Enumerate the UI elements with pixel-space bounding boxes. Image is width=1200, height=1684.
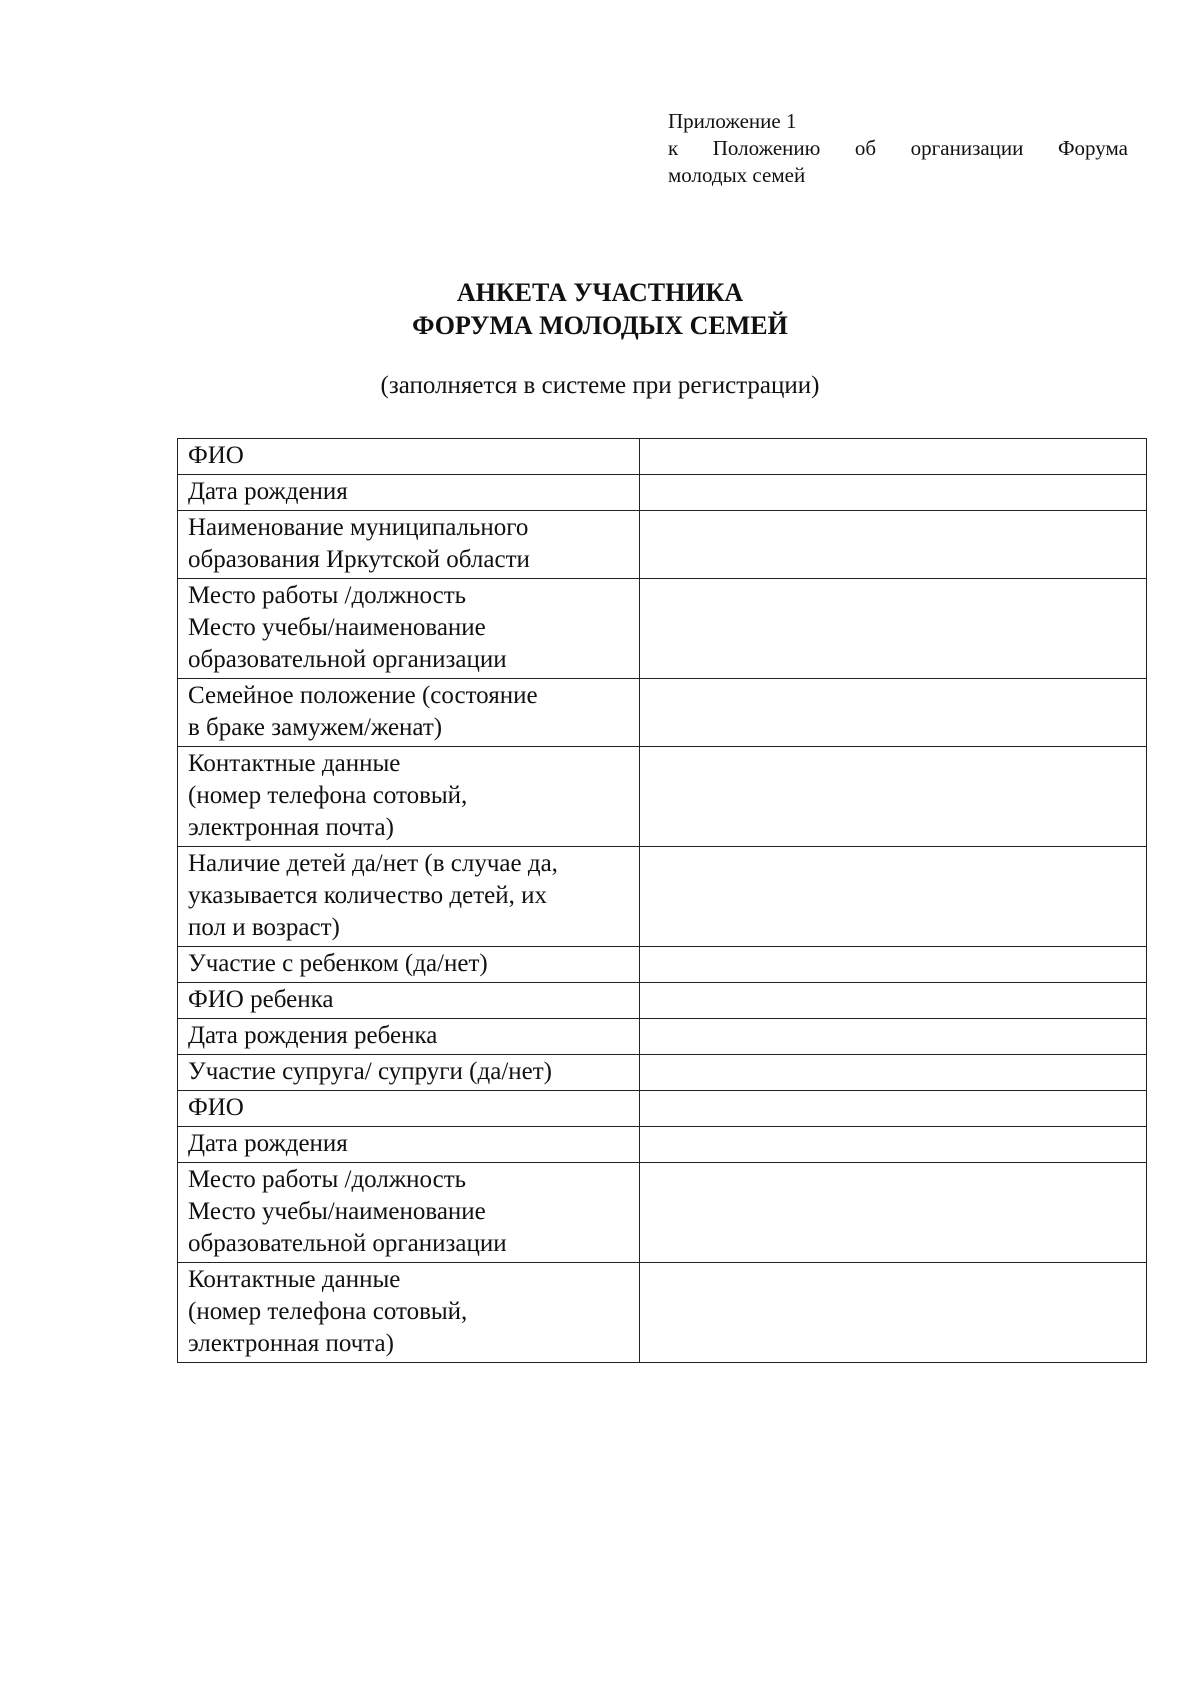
field-label-cell	[178, 579, 640, 679]
field-value-cell[interactable]	[640, 475, 1147, 511]
form-row	[178, 439, 1147, 475]
field-label-line: Семейное положение (состояние	[188, 682, 538, 709]
title-line-2: ФОРУМА МОЛОДЫХ СЕМЕЙ	[412, 311, 788, 340]
form-row	[178, 579, 1147, 679]
appendix-regulation-line	[668, 135, 1128, 162]
appendix-forum-line: молодых семей	[668, 163, 806, 187]
field-label-cell	[178, 847, 640, 947]
form-row	[178, 947, 1147, 983]
field-value-cell[interactable]	[640, 747, 1147, 847]
field-label-line: Место работы /должность	[188, 1166, 467, 1193]
field-label-line: электронная почта)	[188, 1330, 394, 1357]
field-label-cell	[178, 1263, 640, 1363]
field-label-cell	[178, 1019, 640, 1055]
field-value-cell[interactable]	[640, 439, 1147, 475]
field-label-cell	[178, 747, 640, 847]
field-label-cell	[178, 983, 640, 1019]
field-label-line: Контактные данные	[188, 750, 401, 777]
field-label-line: электронная почта)	[188, 814, 394, 841]
field-value-cell[interactable]	[640, 511, 1147, 579]
form-row	[178, 679, 1147, 747]
field-label-cell	[178, 1163, 640, 1263]
form-row	[178, 1019, 1147, 1055]
field-label-line: Наименование муниципального	[188, 514, 529, 541]
appendix-word: Форума	[1057, 136, 1128, 160]
field-value-cell[interactable]	[640, 1263, 1147, 1363]
field-label-line: образования Иркутской области	[188, 546, 530, 573]
field-label-line: (номер телефона сотовый,	[188, 782, 468, 809]
field-label-line: Место учебы/наименование	[188, 1198, 486, 1225]
field-value-cell[interactable]	[640, 1127, 1147, 1163]
field-label-line: образовательной организации	[188, 1230, 507, 1257]
participant-form-table	[177, 438, 1147, 1363]
field-label-line: (номер телефона сотовый,	[188, 1298, 468, 1325]
field-label-line: ФИО	[188, 442, 244, 469]
form-row	[178, 1055, 1147, 1091]
appendix-word: Положению	[712, 136, 821, 160]
field-label-line: в браке замужем/женат)	[188, 714, 443, 741]
field-label-line: Участие супруга/ супруги (да/нет)	[188, 1058, 552, 1085]
field-label-cell	[178, 679, 640, 747]
field-label-line: образовательной организации	[188, 646, 507, 673]
field-value-cell[interactable]	[640, 847, 1147, 947]
form-row	[178, 511, 1147, 579]
form-row	[178, 747, 1147, 847]
field-label-line: Дата рождения ребенка	[188, 1022, 438, 1049]
field-label-cell	[178, 439, 640, 475]
form-row	[178, 847, 1147, 947]
field-label-line: ФИО	[188, 1094, 244, 1121]
field-label-cell	[178, 475, 640, 511]
field-value-cell[interactable]	[640, 947, 1147, 983]
form-row	[178, 983, 1147, 1019]
field-label-cell	[178, 511, 640, 579]
field-label-line: Дата рождения	[188, 1130, 348, 1157]
appendix-word: об	[854, 136, 877, 160]
field-label-line: Место учебы/наименование	[188, 614, 486, 641]
field-label-line: Контактные данные	[188, 1266, 401, 1293]
field-label-cell	[178, 1091, 640, 1127]
title-line-1: АНКЕТА УЧАСТНИКА	[456, 278, 744, 307]
form-row	[178, 1091, 1147, 1127]
appendix-word: к	[668, 136, 679, 160]
document-title	[0, 276, 1200, 342]
document-subtitle: (заполняется в системе при регистрации)	[380, 372, 820, 399]
appendix-word: организации	[910, 136, 1024, 160]
field-label-line: Дата рождения	[188, 478, 348, 505]
field-label-line: указывается количество детей, их	[188, 882, 547, 909]
field-label-line: Место работы /должность	[188, 582, 467, 609]
field-value-cell[interactable]	[640, 679, 1147, 747]
form-row	[178, 1163, 1147, 1263]
field-label-line: пол и возраст)	[188, 914, 340, 941]
field-label-cell	[178, 947, 640, 983]
field-label-line: Наличие детей да/нет (в случае да,	[188, 850, 558, 877]
appendix-number: Приложение 1	[668, 109, 797, 133]
field-label-cell	[178, 1127, 640, 1163]
field-value-cell[interactable]	[640, 983, 1147, 1019]
field-value-cell[interactable]	[640, 579, 1147, 679]
form-row	[178, 1263, 1147, 1363]
field-value-cell[interactable]	[640, 1163, 1147, 1263]
field-value-cell[interactable]	[640, 1055, 1147, 1091]
form-row	[178, 1127, 1147, 1163]
field-value-cell[interactable]	[640, 1091, 1147, 1127]
field-label-line: ФИО ребенка	[188, 986, 334, 1013]
field-label-cell	[178, 1055, 640, 1091]
field-label-line: Участие с ребенком (да/нет)	[188, 950, 488, 977]
field-value-cell[interactable]	[640, 1019, 1147, 1055]
appendix-note	[668, 108, 1128, 189]
form-row	[178, 475, 1147, 511]
